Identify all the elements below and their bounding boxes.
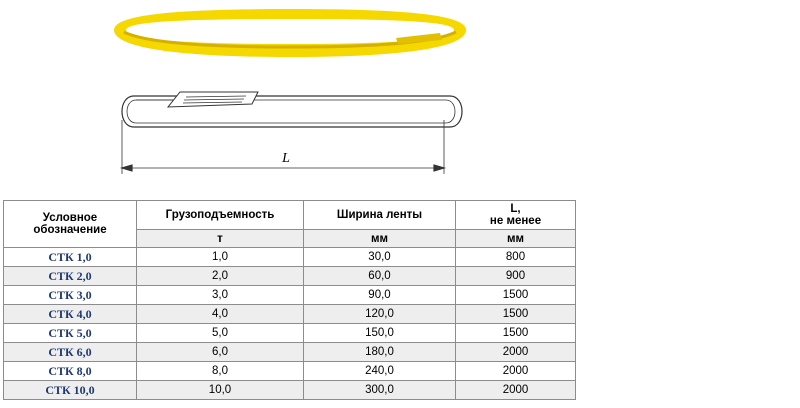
cell-width: 300,0 xyxy=(304,381,456,400)
cell-length: 1500 xyxy=(456,305,576,324)
unit-length: мм xyxy=(456,230,576,248)
cell-capacity: 8,0 xyxy=(137,362,304,381)
cell-length: 1500 xyxy=(456,286,576,305)
cell-code: СТК 10,0 xyxy=(4,381,137,400)
table-header xyxy=(4,201,576,248)
cell-length: 2000 xyxy=(456,362,576,381)
cell-width: 150,0 xyxy=(304,324,456,343)
technical-drawing xyxy=(122,92,462,174)
cell-capacity: 4,0 xyxy=(137,305,304,324)
cell-length: 900 xyxy=(456,267,576,286)
cell-capacity: 1,0 xyxy=(137,248,304,267)
cell-length: 1500 xyxy=(456,324,576,343)
cell-width: 240,0 xyxy=(304,362,456,381)
dimension-label: L xyxy=(282,151,290,166)
cell-width: 180,0 xyxy=(304,343,456,362)
cell-length: 800 xyxy=(456,248,576,267)
table-row xyxy=(4,267,576,286)
table-row xyxy=(4,248,576,267)
header-length-line1: L, xyxy=(510,203,521,215)
cell-code: СТК 5,0 xyxy=(4,324,137,343)
cell-width: 30,0 xyxy=(304,248,456,267)
spec-table xyxy=(3,200,576,400)
header-designation-line1: Условное xyxy=(42,212,98,224)
header-designation-line2: обозначение xyxy=(33,224,107,236)
sling-illustration xyxy=(114,9,466,57)
header-width: Ширина ленты xyxy=(304,201,456,230)
header-length xyxy=(456,201,576,230)
table-row xyxy=(4,305,576,324)
cell-capacity: 5,0 xyxy=(137,324,304,343)
cell-capacity: 2,0 xyxy=(137,267,304,286)
cell-code: СТК 6,0 xyxy=(4,343,137,362)
header-capacity: Грузоподъемность xyxy=(137,201,304,230)
cell-width: 60,0 xyxy=(304,267,456,286)
header-length-line2: не менее xyxy=(489,215,542,227)
header-designation xyxy=(4,201,137,248)
cell-capacity: 10,0 xyxy=(137,381,304,400)
sling-drawing xyxy=(0,0,580,198)
cell-length: 2000 xyxy=(456,343,576,362)
cell-width: 90,0 xyxy=(304,286,456,305)
cell-code: СТК 8,0 xyxy=(4,362,137,381)
cell-code: СТК 4,0 xyxy=(4,305,137,324)
cell-width: 120,0 xyxy=(304,305,456,324)
table-row xyxy=(4,286,576,305)
table-body xyxy=(4,248,576,400)
unit-capacity: т xyxy=(137,230,304,248)
table-row xyxy=(4,381,576,400)
cell-length: 2000 xyxy=(456,381,576,400)
unit-width: мм xyxy=(304,230,456,248)
cell-code: СТК 2,0 xyxy=(4,267,137,286)
table-row xyxy=(4,343,576,362)
table-row xyxy=(4,324,576,343)
cell-capacity: 3,0 xyxy=(137,286,304,305)
cell-capacity: 6,0 xyxy=(137,343,304,362)
table-row xyxy=(4,362,576,381)
cell-code: СТК 1,0 xyxy=(4,248,137,267)
cell-code: СТК 3,0 xyxy=(4,286,137,305)
